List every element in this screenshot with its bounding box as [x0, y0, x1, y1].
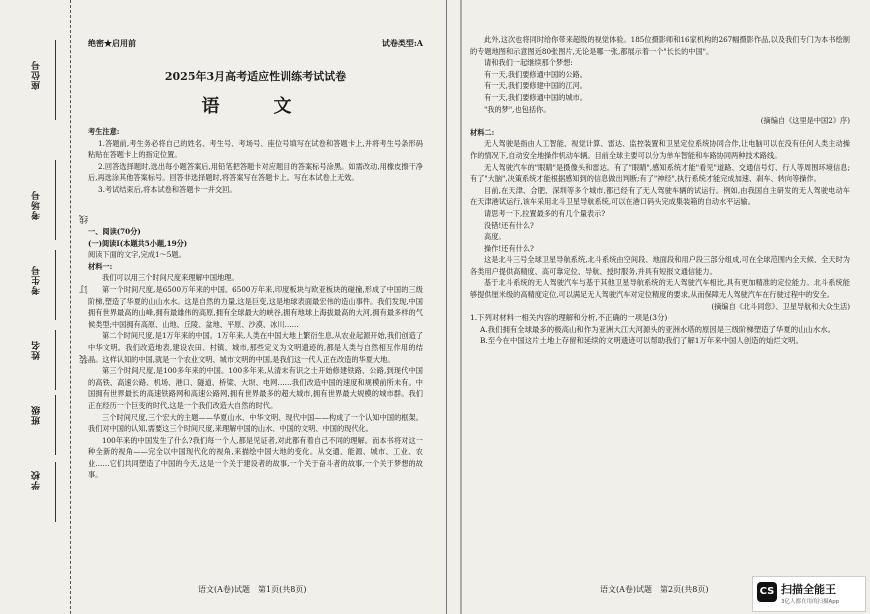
page-footer: 语文(A卷)试题 第2页(共8页)	[600, 585, 709, 594]
binding-strip	[0, 0, 71, 614]
fold-line	[460, 0, 462, 614]
page-one	[88, 0, 423, 614]
paragraph: 第三个时间尺度,是100多年来的中国。100多年来,从清末有识之士开始修建铁路、公路,到现代中国的高铁、高速公路、机场、港口、隧道、桥梁、大坝、电网……我们改造中国的速度和规模前所未有。中国拥有世界最长的高速铁路网和高速公路网,拥有世界最多的超大城市,拥有世界最大规模的城市群。我们正在经历一个巨变的时代,这是一个我们改造大自然的时代。	[88, 366, 423, 410]
page-footer: 语文(A卷)试题 第1页(共8页)	[198, 585, 307, 594]
option-b: B.至今在中国这片土地上存留和延续的文明遗迹可以帮助我们了解1万年来中国人创造的灿烂文明。	[480, 336, 803, 346]
paragraph: 这是北斗三号全球卫星导航系统,北斗系统由空间段、地面段和用户段三部分组成,可在全球范围内全天候、全天时为各类用户提供高精度、高可靠定位、导航、授时服务,并具有短报文通信能力。	[470, 255, 850, 276]
school-label: 学校	[32, 470, 42, 490]
paragraph: 有一天,我们要修建中国的江河。	[484, 81, 587, 91]
material-one-label: 材料一:	[88, 261, 113, 271]
option-a: A.我们拥有全球最多的极高山和作为亚洲大江大河源头的亚洲水塔的原因是三级阶梯塑造了华夏的山山水水。	[480, 324, 836, 334]
paragraph: 有一天,我们要修通中国的公路。	[484, 69, 587, 79]
paragraph: 没错!还有什么?	[484, 220, 534, 230]
question-1: 1.下列对材料一相关内容的理解和分析,不正确的一项是(3分)	[470, 313, 668, 323]
paragraph: 100年来的中国发生了什么?我们每一个人,都是见证者,对此都有着自己不同的理解。而本书将对这一种全新的视角——完全以中国现代化的视角,来描绘中国大地的变化。从交通、能源、城市、工业、农业……它们共同塑造了中国的今天,这是一个关于建设者的故事,一个关于奋斗者的故事,一个关于梦想的故事。	[88, 435, 423, 480]
zhuang-mark: 装	[80, 355, 90, 364]
paragraph: 无人驾驶汽车的"眼睛"是摄像头和雷达。有了"眼睛",感知系统才能"看见"道路、交通信号灯、行人等周围环境信息;有了"大脑",决策系统才能根据感知到的信息做出判断;有了"神经",执行系统才能完成加速、刹车、转向等操作。	[470, 162, 850, 184]
paragraph: 有一天,我们要修通中国的城市。	[484, 92, 587, 102]
secret-mark: 绝密★启用前	[88, 38, 136, 48]
paragraph: 基于北斗系统的无人驾驶汽车与基于其他卫星导航系统的无人驾驶汽车相比,具有更加精准的定位能力。北斗系统能够提供厘米级的高精度定位,可以满足无人驾驶汽车对定位精度的要求,从而保障无人驾驶汽车在行驶过程中的安全。	[470, 278, 850, 300]
seat-label: 座位号	[32, 60, 42, 90]
school-line	[55, 462, 56, 522]
section-heading: 一、阅读(70分)	[88, 227, 141, 236]
class-label: 班级	[32, 405, 42, 425]
name-line	[55, 330, 56, 390]
class-line	[55, 395, 56, 455]
ticket-label: 考生号	[32, 265, 42, 295]
scanner-app-name: 扫描全能王	[781, 583, 836, 596]
paragraph: "我的梦",也包括你。	[484, 104, 551, 114]
page-divider	[446, 0, 447, 614]
paragraph: 此外,这次也将同时给你带来超级的视觉体验。185位摄影师和16家机构的267幅摄影作品,以及我们专门为本书绘制的专题地图和示意图近80张图片,无论是哪一张,都展示着一个"长长的中国"。	[470, 35, 850, 56]
page-two	[470, 0, 850, 614]
exam-room-label: 考场号	[32, 190, 42, 220]
paragraph: 操作!还有什么?	[484, 243, 534, 253]
exam-title: 2025年3月高考适应性训练考试试卷	[164, 70, 347, 83]
subject-title: 语 文	[201, 96, 310, 117]
paragraph: 无人驾驶是指由人工智能、视觉计算、雷达、监控装置和卫星定位系统协同合作,让电脑可以在没有任何人类主动操作的情况下,自动安全地操作机动车辆。目前全球主要可以分为单车智能和车路协同两种技术路线。	[470, 139, 850, 160]
paragraph: 第二个时间尺度,是1万年来的中国。1万年来,人类在中国大地上繁衍生息,从农业起源开始,我们创造了中华文明。我们改造地表,建设农田、村镇、城市,那些定义为文明遗迹的,都是人类与自然相互作用的结晶。这样认知的中国,就是一个农业文明、城市文明的中国,是我们这一代人正在改造的华夏大地。	[88, 331, 423, 364]
paragraph: 目前,在天津、合肥、深圳等多个城市,都已经有了无人驾驶车辆的试运行。例如,由我国自主研发的无人驾驶电动车在天津港试运行,该车采用北斗卫星导航系统,可以在港口码头完成集装箱的自动水平运输。	[470, 185, 850, 207]
scanner-app-tagline: 3亿人都在用的扫描App	[781, 599, 840, 605]
scanner-watermark	[752, 576, 866, 612]
exam-room-line	[55, 160, 56, 240]
seat-line	[55, 40, 56, 120]
material-two-label: 材料二:	[470, 127, 495, 137]
paragraph: 第一个时间尺度,是6500万年来的中国。6500万年来,印度板块与欧亚板块的碰撞,形成了中国的三级阶梯,塑造了华夏的山山水水。这是自然的力量,这是巨变,这是地球表面最宏伟的造山事件。我们发现,中国拥有世界最高的山峰,拥有最雄伟的高原,拥有全球最大的峡谷,拥有地球上海拔最高的大河,拥有最多样的气候类型;中国拥有高原、山地、丘陵、盆地、平原、沙漠、冰川……	[88, 284, 423, 329]
name-label: 姓名	[32, 340, 42, 360]
paragraph: 三个时间尺度,三个宏大的主题——华夏山水、中华文明、现代中国——构成了一个认知中国的框架。我们对中国的认知,需要这三个时间尺度,来理解中国的山水、中国的文明、中国的现代化。	[88, 412, 423, 434]
sub-section-heading: (一)阅读Ⅰ(本题共5小题,19分)	[88, 238, 188, 248]
notice-item: 1.答题前,考生务必将自己的姓名、考生号、考场号、座位号填写在试卷和答题卡上,并将考生号条形码粘贴在答题卡上的指定位置。	[88, 138, 423, 160]
notice-item: 3.考试结束后,将本试卷和答题卡一并交回。	[98, 184, 237, 194]
paragraph: 我们可以用三个时间尺度来理解中国地理。	[102, 273, 239, 283]
scanner-app-icon: CS	[757, 582, 777, 602]
paragraph: 请思考一下,拉置最多的有几个量表示?	[484, 208, 606, 218]
paper-type: 试卷类型:A	[381, 38, 423, 48]
notice-item: 2.回答选择题时,选出每小题答案后,用铅笔把答题卡对应题目的答案标号涂黑。如需改动,用橡皮擦干净后,再选涂其他答案标号。回答非选择题时,将答案写在答题卡上。写在本试卷上无效。	[88, 161, 423, 183]
source-note: (摘编自《北斗同您》、卫星导航和大众生活)	[711, 301, 850, 311]
source-note: (摘编自《这里是中国2》序)	[760, 116, 850, 126]
ding-mark: 订	[80, 285, 90, 294]
paragraph: 高度。	[484, 232, 506, 242]
notice-title: 考生注意:	[88, 127, 120, 136]
instruction: 阅读下面的文字,完成1～5题。	[88, 250, 186, 260]
paragraph: 请和我们一起继续那个梦想:	[484, 58, 573, 68]
cut-line-mark: 线	[80, 215, 90, 224]
ticket-line	[55, 250, 56, 320]
